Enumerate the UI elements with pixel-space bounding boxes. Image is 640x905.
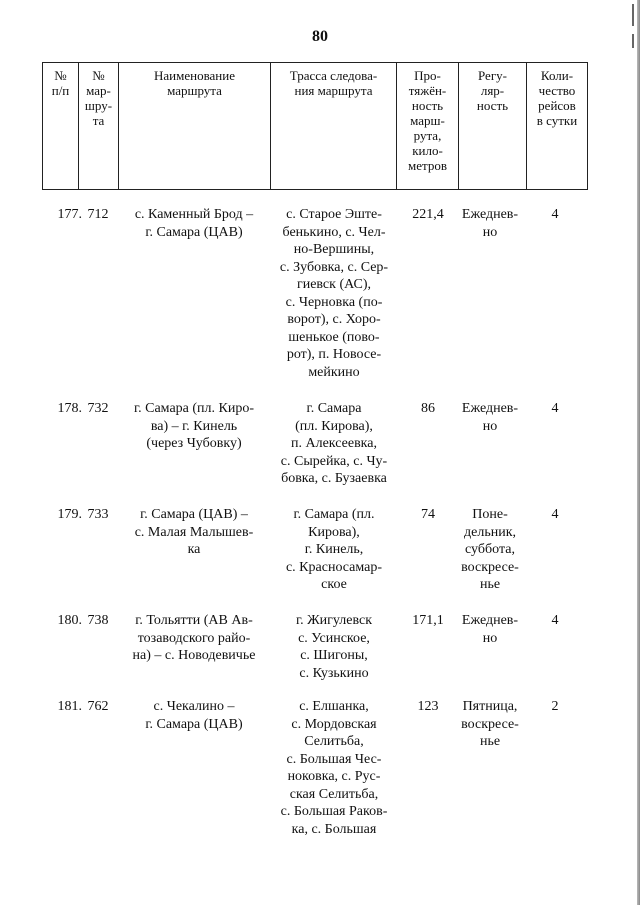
table-header <box>42 62 588 190</box>
header-cell-route-name: Наименование маршрута <box>118 63 270 189</box>
route-length: 86 <box>421 401 435 416</box>
route-regularity: Ежеднев- но <box>461 613 519 646</box>
route-regularity: Ежеднев- но <box>461 207 519 240</box>
trips-per-day: 4 <box>551 207 559 222</box>
route-name: с. Чекалино – г. Самара (ЦАВ) <box>145 699 243 732</box>
route-length: 171,1 <box>412 613 444 628</box>
route-name: г. Тольятти (АВ Ав- тозаводского райо- на) – с. Новодевичье <box>132 613 256 663</box>
route-path: с. Елшанка, с. Мордовская Селитьба, с. Большая Чес- ноковка, с. Рус- ская Селитьба, с. Большая Раков- ка, с. Большая <box>280 699 388 837</box>
route-length: 221,4 <box>412 207 444 222</box>
route-path: г. Самара (пл. Кирова), г. Кинель, с. Красносамар- ское <box>285 507 383 592</box>
route-name: г. Самара (ЦАВ) – с. Малая Малышев- ка <box>134 507 254 557</box>
route-name: с. Каменный Брод – г. Самара (ЦАВ) <box>134 207 254 240</box>
route-regularity: Ежеднев- но <box>461 401 519 434</box>
route-number: 732 <box>87 401 109 416</box>
header-cell-regularity: Регу- ляр- ность <box>458 63 526 189</box>
scan-mark <box>632 4 634 26</box>
trips-per-day: 4 <box>551 401 559 416</box>
trips-per-day: 4 <box>551 507 559 522</box>
route-length: 74 <box>421 507 435 522</box>
header-cell-length: Про- тяжён- ность марш- рута, кило- метров <box>396 63 458 189</box>
route-length: 123 <box>417 699 439 714</box>
route-number: 762 <box>87 699 109 714</box>
row-index: 177. <box>57 207 82 222</box>
route-number: 733 <box>87 507 109 522</box>
header-cell-route-path: Трасса следова- ния маршрута <box>270 63 396 189</box>
row-index: 178. <box>57 401 82 416</box>
page-number: 80 <box>312 28 328 45</box>
route-path: г. Жигулевск с. Усинское, с. Шигоны, с. Кузькино <box>295 613 373 681</box>
row-index: 180. <box>57 613 82 628</box>
route-name: г. Самара (пл. Киро- ва) – г. Кинель (через Чубовку) <box>133 401 255 451</box>
header-cell-route-number: № мар- шру- та <box>78 63 118 189</box>
route-regularity: Пятница, воскресе- нье <box>461 699 519 749</box>
row-index: 179. <box>57 507 82 522</box>
route-path: с. Старое Эште- бенькино, с. Чел- но-Вершины, с. Зубовка, с. Сер- гиевск (АС), с. Черновка (по- ворот), с. Хоро- шенькое (пово- рот), п. Новосе- мейкино <box>279 207 389 380</box>
row-index: 181. <box>57 699 82 714</box>
header-cell-index: № п/п <box>42 63 78 189</box>
header-cell-trips-per-day: Коли- чество рейсов в сутки <box>526 63 588 189</box>
trips-per-day: 4 <box>551 613 559 628</box>
route-path: г. Самара (пл. Кирова), п. Алексеевка, с. Сырейка, с. Чу- бовка, с. Бузаевка <box>280 401 388 486</box>
trips-per-day: 2 <box>551 699 559 714</box>
route-number: 738 <box>87 613 109 628</box>
route-number: 712 <box>87 207 109 222</box>
route-regularity: Поне- дельник, суббота, воскресе- нье <box>461 507 519 592</box>
